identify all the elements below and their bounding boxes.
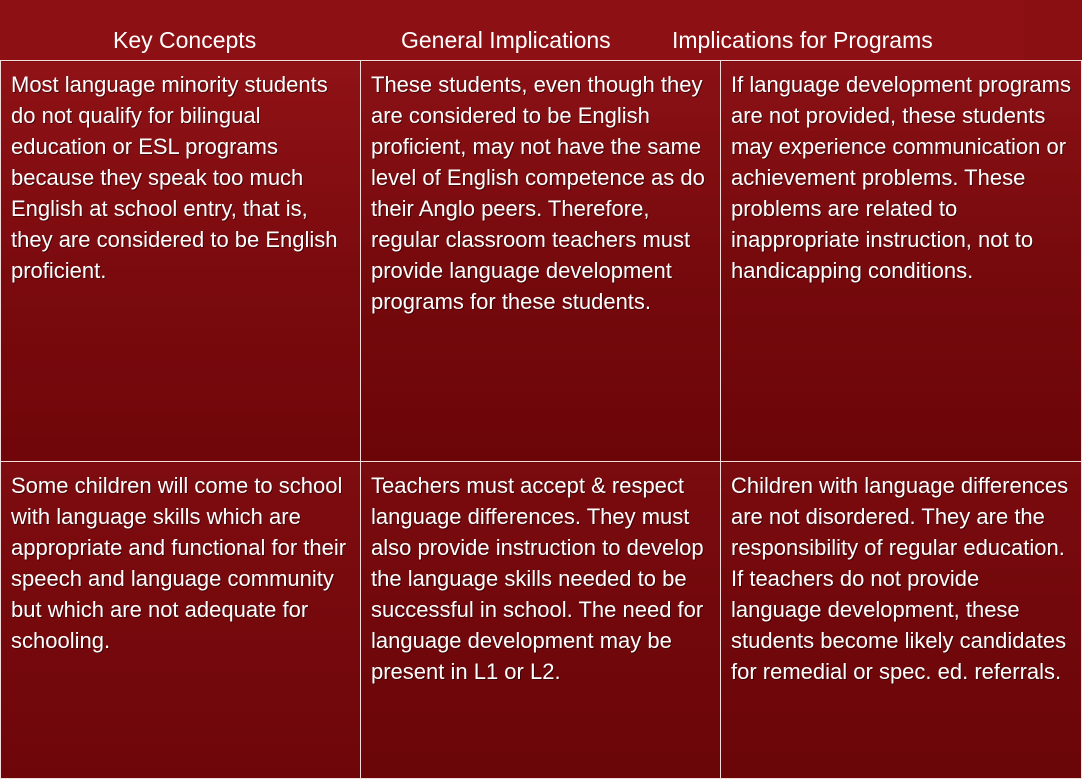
table-row	[1, 61, 1082, 462]
table-row	[1, 462, 1082, 779]
key-concept-cell: Most language minority students do not qualify for bilingual education or ESL programs because they speak too much English at school entry, that is, they are considered to be English proficient.	[1, 61, 361, 462]
program-implication-cell: Children with language differences are not disordered. They are the responsibility of regular education. If teachers do not provide language development, these students become likely candidates for remedial or spec. ed. referrals.	[721, 462, 1082, 779]
header-general-implications: General Implications	[401, 27, 611, 53]
concepts-table	[0, 60, 1082, 779]
general-implication-cell: These students, even though they are considered to be English proficient, may not have the same level of English competence as do their Anglo peers. Therefore, regular classroom teachers must provide language development programs for these students.	[361, 61, 721, 462]
header-bar	[0, 0, 1024, 60]
program-implication-cell: If language development programs are not provided, these students may experience communication or achievement problems. These problems are related to inappropriate instruction, not to handicapping conditions.	[721, 61, 1082, 462]
general-implication-cell: Teachers must accept & respect language differences. They must also provide instruction to develop the language skills needed to be successful in school. The need for language development may be present in L1 or L2.	[361, 462, 721, 779]
key-concept-cell: Some children will come to school with language skills which are appropriate and functional for their speech and language community but which are not adequate for schooling.	[1, 462, 361, 779]
header-key-concepts: Key Concepts	[113, 27, 257, 53]
header-implications-for-programs: Implications for Programs	[672, 27, 933, 53]
